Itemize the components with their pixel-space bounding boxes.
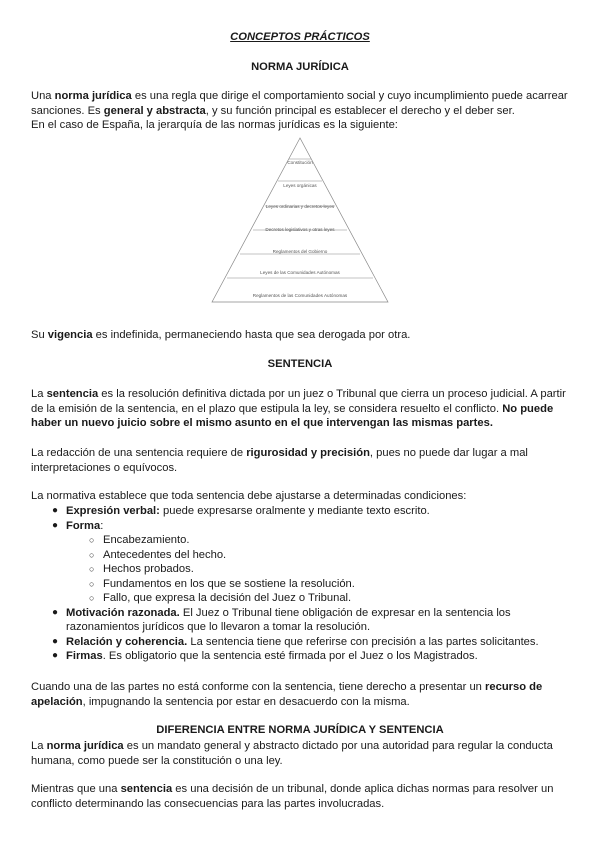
pyramid-level-1: Constitución bbox=[287, 160, 313, 165]
circle-bullet-icon: ○ bbox=[89, 535, 95, 545]
sub-item: ○ Encabezamiento. bbox=[89, 534, 190, 546]
diferencia-norma-paragraph: La norma jurídica es un mandato general y abstracto dictado por una autoridad para regular la conducta humana, como puede ser la constitución o una ley. bbox=[31, 740, 553, 767]
circle-bullet-icon: ○ bbox=[89, 564, 95, 574]
list-item-expresion: ● Expresión verbal: puede expresarse oralmente y mediante texto escrito. bbox=[52, 505, 430, 517]
pyramid-level-6: Leyes de las Comunidades Autónomas bbox=[260, 270, 340, 275]
list-item-relacion: ● Relación y coherencia. La sentencia tiene que referirse con precisión a las partes solicitantes. bbox=[52, 635, 539, 648]
pyramid-level-4: Decretos legislativos y otras leyes bbox=[265, 227, 335, 232]
bullet-icon: ● bbox=[52, 606, 59, 618]
list-item-motivacion-cont: razonamientos jurídicos que lo llevaron a tomar la resolución. bbox=[66, 621, 371, 633]
heading-sentencia: SENTENCIA bbox=[267, 358, 333, 370]
sub-item: ○ Antecedentes del hecho. bbox=[89, 548, 227, 561]
bullet-icon: ● bbox=[52, 505, 59, 516]
sentencia-definition-paragraph: La sentencia es la resolución definitiva dictada por un juez o Tribunal que cierra un proceso judicial. A partir de la emisión de la sentencia, en el plazo que estipula la ley, se considera resuelto el conflicto. No puede haber un nuevo juicio sobre el mismo asunto en el que intervengan las mismas partes. bbox=[31, 388, 566, 429]
pyramid-level-5: Reglamentos del Gobierno bbox=[272, 249, 328, 254]
diferencia-sentencia-paragraph: Mientras que una sentencia es una decisión de un tribunal, donde aplica dichas normas para resolver un conflicto determinando las consecuencias para las partes involucradas. bbox=[31, 783, 554, 810]
circle-bullet-icon: ○ bbox=[89, 578, 95, 589]
redaccion-paragraph: La redacción de una sentencia requiere de rigurosidad y precisión, pues no puede dar lugar a mal interpretaciones o equívocos. bbox=[31, 447, 528, 474]
list-item-firmas: ● Firmas. Es obligatorio que la sentencia esté firmada por el Juez o los Magistrados. bbox=[52, 650, 478, 662]
hierarchy-pyramid bbox=[210, 136, 390, 304]
heading-diferencia: DIFERENCIA ENTRE NORMA JURÍDICA Y SENTENCIA bbox=[156, 724, 444, 736]
bullet-icon: ● bbox=[52, 519, 59, 531]
circle-bullet-icon: ○ bbox=[89, 549, 95, 560]
list-item-forma: ● Forma: bbox=[52, 519, 104, 532]
norma-definition-paragraph: Una norma jurídica es una regla que dirige el comportamiento social y cuyo incumplimiento puede acarrear sanciones. Es general y abstracta, y su función principal es establecer el derecho y el deber ser. En el caso de España, la jerarquía de las normas jurídicas es la siguiente: bbox=[31, 90, 568, 131]
sub-item: ○ Fallo, que expresa la decisión del Juez o Tribunal. bbox=[89, 592, 352, 604]
sub-item: ○ Hechos probados. bbox=[89, 563, 194, 575]
recurso-paragraph: Cuando una de las partes no está conforme con la sentencia, tiene derecho a presentar un recurso de apelación, impugnando la sentencia por estar en desacuerdo con la misma. bbox=[31, 681, 543, 708]
list-item-motivacion: ● Motivación razonada. El Juez o Tribunal tiene obligación de expresar en la sentencia los bbox=[52, 606, 511, 619]
pyramid-level-2: Leyes orgánicas bbox=[283, 183, 317, 188]
document-title: CONCEPTOS PRÁCTICOS bbox=[230, 31, 370, 43]
bullet-icon: ● bbox=[52, 635, 59, 647]
pyramid-level-3: Leyes ordinarias y decretos-leyes bbox=[265, 204, 335, 209]
heading-norma-juridica: NORMA JURÍDICA bbox=[251, 61, 349, 73]
vigencia-paragraph: Su vigencia es indefinida, permaneciendo hasta que sea derogada por otra. bbox=[31, 329, 411, 341]
bullet-icon: ● bbox=[52, 650, 59, 661]
normativa-paragraph: La normativa establece que toda sentencia debe ajustarse a determinadas condiciones: bbox=[31, 490, 467, 502]
conditions-list bbox=[31, 504, 539, 664]
circle-bullet-icon: ○ bbox=[89, 593, 95, 603]
sub-item: ○ Fundamentos en los que se sostiene la resolución. bbox=[89, 577, 355, 590]
pyramid-level-7: Reglamentos de las Comunidades Autónomas bbox=[252, 293, 348, 298]
